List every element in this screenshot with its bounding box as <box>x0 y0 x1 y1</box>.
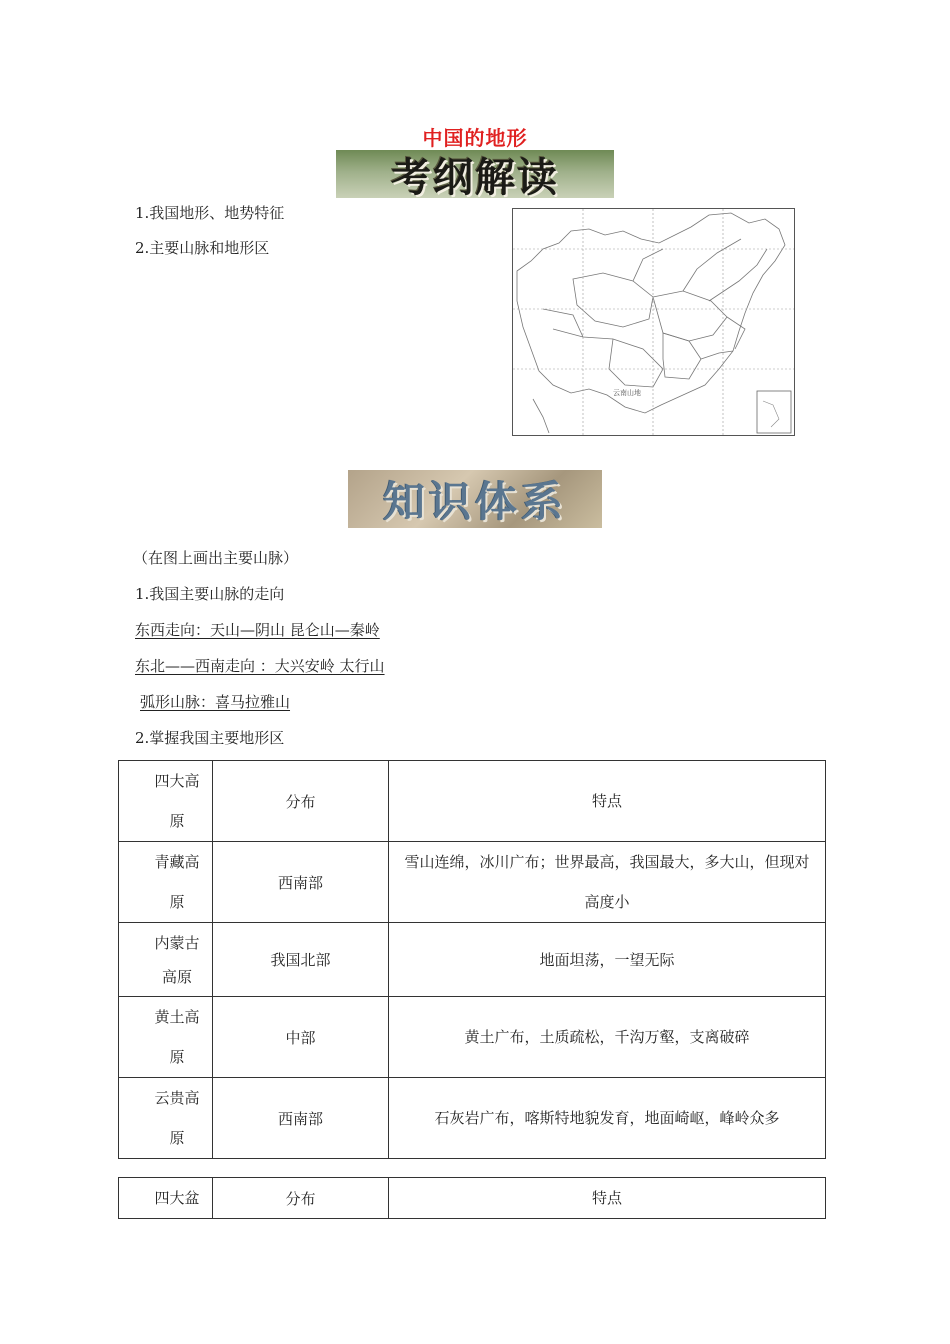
page-title: 中国的地形 <box>422 126 528 150</box>
banner-knowledge-text: 知识体系 <box>382 477 567 526</box>
banner-outline <box>336 150 614 198</box>
banner-outline-text: 考纲解读 <box>391 153 559 198</box>
line-northeast-southwest: 东北——西南走向 ：大兴安岭 太行山 <box>135 657 385 675</box>
header-cell: 特点 <box>389 761 826 842</box>
table-cell: 石灰岩广布，喀斯特地貌发育，地面崎岖，峰岭众多 <box>389 1078 826 1159</box>
table-cell: 西南部 <box>213 842 389 923</box>
table-cell: 云贵高原 <box>119 1078 213 1159</box>
heading-landforms: 2.掌握我国主要地形区 <box>135 729 285 747</box>
line-east-west: 东西走向：天山—阴山 昆仑山—秦岭 <box>135 621 380 639</box>
heading-mountain-directions: 1.我国主要山脉的走向 <box>135 585 285 603</box>
table-cell: 中部 <box>213 997 389 1078</box>
table-cell: 地面坦荡，一望无际 <box>389 923 826 997</box>
header-cell: 四大高原 <box>119 761 213 842</box>
table-cell: 雪山连绵，冰川广布；世界最高，我国最大，多大山，但现对高度小 <box>389 842 826 923</box>
table-header-row <box>119 1178 826 1219</box>
table-row <box>119 842 826 923</box>
table-row <box>119 923 826 997</box>
outline-item-2: 2.主要山脉和地形区 <box>135 239 270 257</box>
banner-knowledge <box>348 470 602 528</box>
outline-item-1: 1.我国地形、地势特征 <box>135 204 285 222</box>
table-cell: 黄土广布，土质疏松，千沟万壑，支离破碎 <box>389 997 826 1078</box>
table-cell: 内蒙古高原 <box>119 923 213 997</box>
header-cell: 四大盆 <box>119 1178 213 1219</box>
line-arc-mountains: 弧形山脉：喜马拉雅山 <box>140 693 291 711</box>
table-row <box>119 1078 826 1159</box>
header-cell: 分布 <box>213 761 389 842</box>
china-outline-map <box>512 208 795 436</box>
china-map-icon <box>513 209 794 435</box>
table-header-row <box>119 761 826 842</box>
table-row <box>119 997 826 1078</box>
header-cell: 分布 <box>213 1178 389 1219</box>
basin-table <box>118 1177 826 1219</box>
table-cell: 青藏高原 <box>119 842 213 923</box>
table-cell: 黄土高原 <box>119 997 213 1078</box>
plateau-table <box>118 760 826 1159</box>
table-cell: 西南部 <box>213 1078 389 1159</box>
instruction-text: （在图上画出主要山脉） <box>133 549 299 567</box>
table-cell: 我国北部 <box>213 923 389 997</box>
header-cell: 特点 <box>389 1178 826 1219</box>
map-label: 云南山地 <box>613 389 641 397</box>
